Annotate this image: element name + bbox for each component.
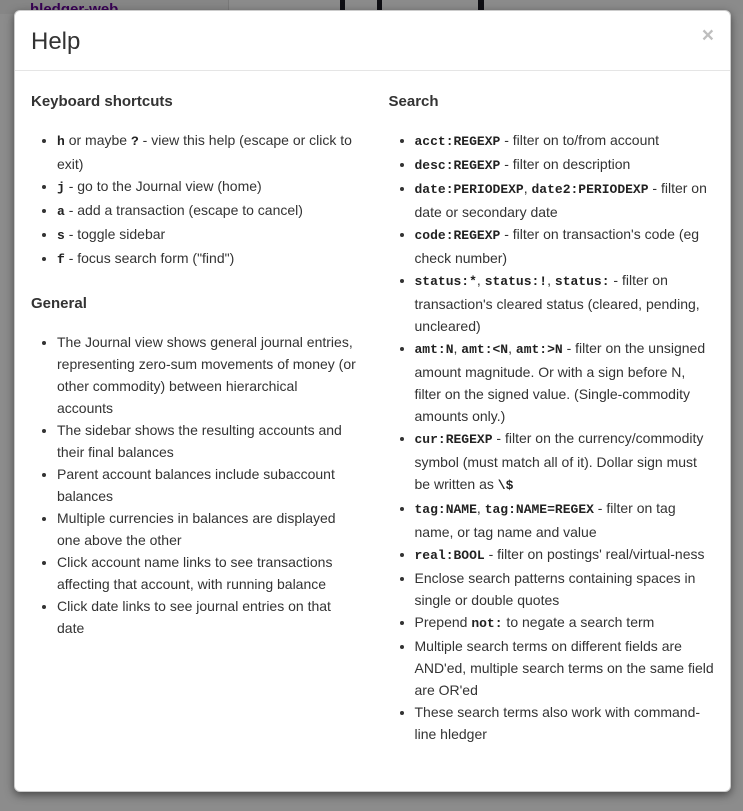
- help-modal: [14, 10, 731, 792]
- list-item: • Multiple currencies in balances are displayed one above the other: [57, 507, 357, 551]
- list-item: • desc:REGEXP - filter on description: [415, 153, 715, 177]
- list-item: • f - focus search form ("find"): [57, 247, 357, 271]
- list-item: • The Journal view shows general journal entries, representing zero-sum movements of money (or other commodity) between hierarchical accounts: [57, 331, 357, 419]
- code-term: amt:>N: [515, 342, 563, 357]
- code-term: amt:N: [414, 342, 454, 357]
- list-item: • Click account name links to see transactions affecting that account, with running balance: [57, 551, 357, 595]
- code-term: f: [57, 252, 65, 267]
- list-item: • j - go to the Journal view (home): [57, 175, 357, 199]
- list-item: • Parent account balances include subaccount balances: [57, 463, 357, 507]
- code-term: not:: [471, 616, 503, 631]
- close-icon[interactable]: ×: [701, 24, 714, 47]
- code-term: a: [57, 204, 65, 219]
- code-term: s: [57, 228, 65, 243]
- code-term: acct:REGEXP: [414, 134, 501, 149]
- section-heading-keyboard-shortcuts: Keyboard shortcuts: [31, 93, 173, 110]
- left-column: [15, 91, 373, 767]
- code-term: ?: [130, 134, 139, 149]
- list-item: • amt:N, amt:<N, amt:>N - filter on the unsigned amount magnitude. Or with a sign before N, filter on the signed value. (Single-commodity amounts only.): [415, 337, 715, 427]
- modal-body: [15, 71, 730, 787]
- section-heading-search: Search: [388, 93, 439, 110]
- list-item: • acct:REGEXP - filter on to/from account: [415, 129, 715, 153]
- list-item: • real:BOOL - filter on postings' real/virtual-ness: [415, 543, 715, 567]
- modal-title: Help: [31, 28, 81, 55]
- list-item: • tag:NAME, tag:NAME=REGEX - filter on tag name, or tag name and value: [415, 497, 715, 543]
- list-item: • cur:REGEXP - filter on the currency/commodity symbol (must match all of it). Dollar sign must be written as \$: [415, 427, 715, 497]
- search-list: [389, 129, 715, 745]
- code-term: desc:REGEXP: [414, 158, 501, 173]
- right-column: [373, 91, 731, 767]
- code-term: real:BOOL: [414, 548, 485, 563]
- list-item: • Multiple search terms on different fields are AND'ed, multiple search terms on the same field are OR'ed: [415, 635, 715, 701]
- list-item: • date:PERIODEXP, date2:PERIODEXP - filter on date or secondary date: [415, 177, 715, 223]
- code-term: date:PERIODEXP: [414, 182, 524, 197]
- list-item: • The sidebar shows the resulting accounts and their final balances: [57, 419, 357, 463]
- keyboard-shortcuts-list: [31, 129, 357, 271]
- list-item: • Prepend not: to negate a search term: [415, 611, 715, 635]
- code-term: status:*: [414, 274, 477, 289]
- code-term: amt:<N: [461, 342, 509, 357]
- code-term: \$: [497, 478, 514, 493]
- list-item: • These search terms also work with command-line hledger: [415, 701, 715, 745]
- list-item: • code:REGEXP - filter on transaction's code (eg check number): [415, 223, 715, 269]
- code-term: code:REGEXP: [414, 228, 501, 243]
- code-term: status:!: [484, 274, 548, 289]
- list-item: • s - toggle sidebar: [57, 223, 357, 247]
- section-heading-general: General: [31, 295, 87, 312]
- modal-header: [15, 11, 730, 71]
- code-term: tag:NAME=REGEX: [484, 502, 594, 517]
- code-term: status:: [554, 274, 610, 289]
- list-item: • status:*, status:!, status: - filter on transaction's cleared status (cleared, pending, uncleared): [415, 269, 715, 337]
- list-item: • h or maybe ? - view this help (escape or click to exit): [57, 129, 357, 175]
- code-term: j: [57, 180, 65, 195]
- code-term: h: [57, 134, 65, 149]
- code-term: tag:NAME: [414, 502, 477, 517]
- code-term: cur:REGEXP: [414, 432, 493, 447]
- list-item: • a - add a transaction (escape to cancel): [57, 199, 357, 223]
- list-item: • Enclose search patterns containing spaces in single or double quotes: [415, 567, 715, 611]
- general-list: [31, 331, 357, 639]
- code-term: date2:PERIODEXP: [531, 182, 649, 197]
- list-item: • Click date links to see journal entries on that date: [57, 595, 357, 639]
